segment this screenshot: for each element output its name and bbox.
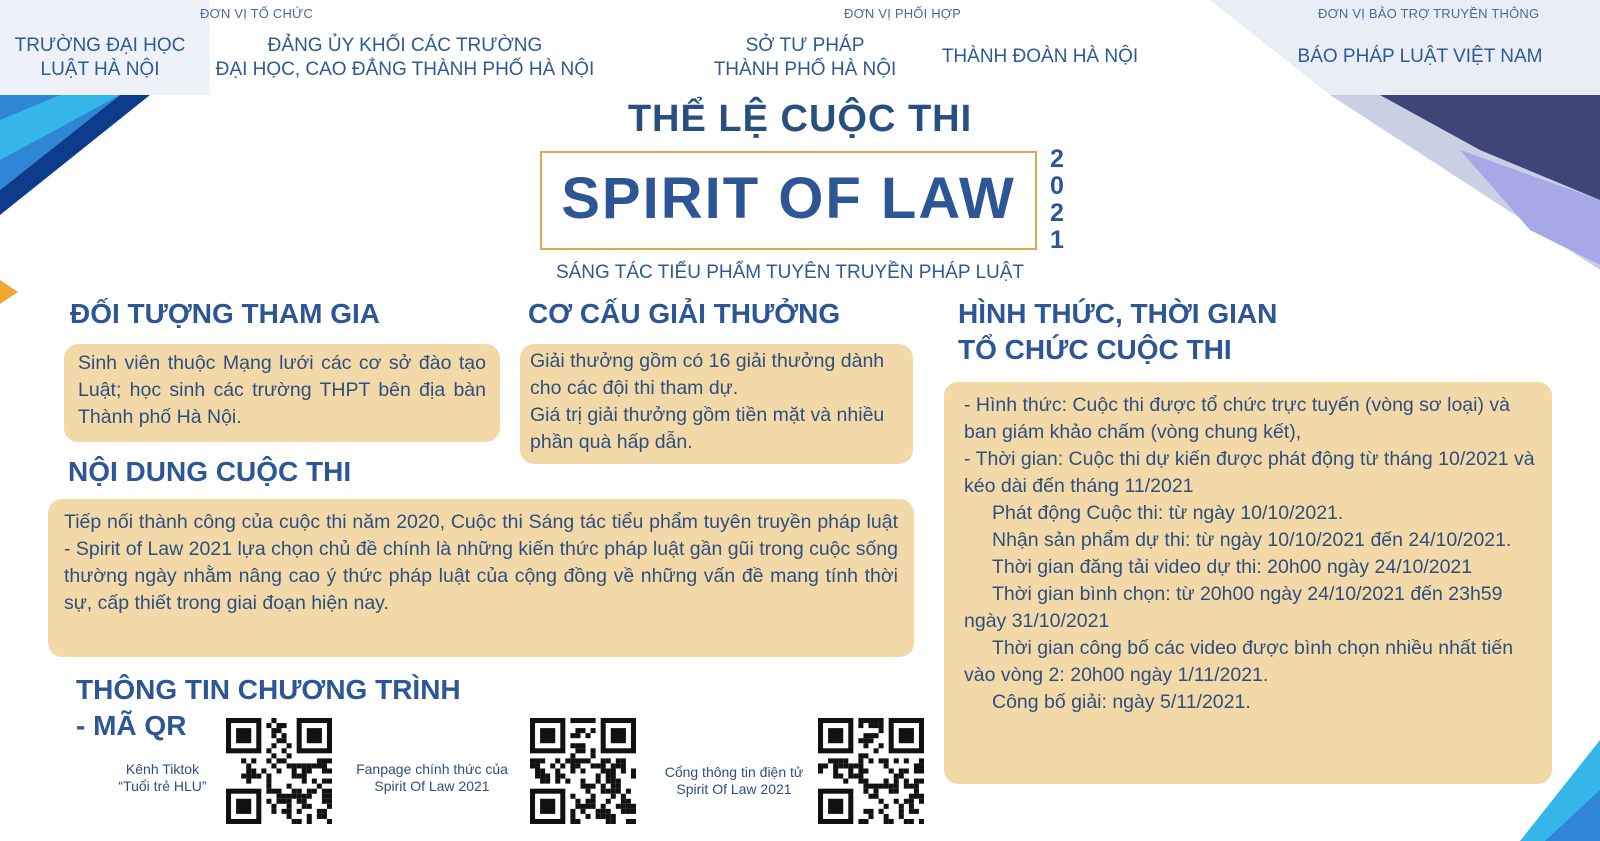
org-youth-union: THÀNH ĐOÀN HÀ NỘI	[941, 46, 1139, 67]
format-heading-line: HÌNH THỨC, THỜI GIAN	[958, 298, 1278, 329]
qr-caption-portal	[652, 764, 816, 798]
content-heading: NỘI DUNG CUỘC THI	[68, 456, 352, 487]
prizes-heading: CƠ CẤU GIẢI THƯỞNG	[528, 298, 841, 329]
qr-code-fanpage[interactable]	[530, 718, 636, 824]
schedule-text: Thời gian bình chọn: từ 20h00 ngày 24/10/2021 đến 23h59 ngày 31/10/2021	[964, 583, 1503, 632]
content-box	[48, 499, 914, 657]
contest-rules-title: THỂ LỆ CUỘC THI	[627, 98, 973, 140]
schedule-text: Thời gian đăng tải video dự thi: 20h00 ngày 24/10/2021	[992, 556, 1473, 578]
schedule-text: Nhận sản phẩm dự thi: từ ngày 10/10/2021 đến 24/10/2021.	[992, 529, 1512, 551]
schedule-item	[964, 635, 1538, 689]
year-vertical	[1046, 146, 1068, 254]
subtitle: SÁNG TÁC TIỂU PHẨM TUYÊN TRUYỀN PHÁP LUẬT	[555, 262, 1025, 283]
media-sponsor-label: ĐƠN VỊ BẢO TRỢ TRUYỀN THÔNG	[1318, 6, 1540, 21]
schedule-item	[964, 581, 1538, 635]
qr-caption-line: Fanpage chính thức của	[356, 761, 508, 777]
qr-caption-line: “Tuổi trẻ HLU”	[118, 778, 207, 794]
org-party-committee	[210, 34, 600, 82]
main-title: SPIRIT OF LAW	[561, 166, 1016, 231]
org-line: SỞ TƯ PHÁP	[745, 35, 865, 56]
qr-code-portal[interactable]	[818, 718, 924, 824]
schedule-text: Phát động Cuộc thi: từ ngày 10/10/2021.	[992, 502, 1344, 524]
prizes-line: Giải thưởng gồm có 16 giải thưởng dành cho các đội thi tham dự.	[530, 350, 885, 399]
qr-caption-fanpage	[344, 761, 520, 795]
year-digit: 2	[1050, 145, 1064, 173]
content-text: Tiếp nối thành công của cuộc thi năm 2020, Cuộc thi Sáng tác tiểu phẩm tuyên truyền pháp luật - Spirit of Law 2021 lựa chọn chủ đề chính là những kiến thức pháp luật gần gũi trong cuộc sống thường ngày nhằm nâng cao ý thức pháp luật của cộng đồng về những vấn đề mang tính thời sự, cấp thiết trong giai đoạn hiện nay.	[64, 511, 898, 614]
qr-caption-line: Kênh Tiktok	[125, 761, 200, 777]
org-hanoi-law-university	[10, 34, 190, 82]
org-line: ĐẠI HỌC, CAO ĐẲNG THÀNH PHỐ HÀ NỘI	[215, 59, 595, 80]
format-heading-line: TỔ CHỨC CUỘC THI	[958, 334, 1232, 365]
schedule-text: Công bố giải: ngày 5/11/2021.	[992, 691, 1251, 713]
organizer-label: ĐƠN VỊ TỔ CHỨC	[200, 6, 313, 21]
qr-caption-line: Spirit Of Law 2021	[676, 781, 792, 797]
participants-text: Sinh viên thuộc Mạng lưới các cơ sở đào tạo Luật; học sinh các trường THPT bên địa bàn Thành phố Hà Nội.	[78, 352, 486, 428]
year-digit: 0	[1050, 172, 1064, 200]
program-info-heading-line: THÔNG TIN CHƯƠNG TRÌNH	[76, 674, 461, 705]
format-box	[944, 382, 1552, 784]
prizes-line: Giá trị giải thưởng gồm tiền mặt và nhiều phần quà hấp dẫn.	[530, 404, 885, 453]
org-line: ĐẢNG ỦY KHỐI CÁC TRƯỜNG	[267, 35, 543, 56]
qr-caption-tiktok	[100, 761, 225, 795]
coordinator-label: ĐƠN VỊ PHỐI HỢP	[844, 6, 962, 21]
prizes-box	[520, 344, 913, 464]
qr-caption-line: Spirit Of Law 2021	[374, 778, 490, 794]
org-line: LUẬT HÀ NỘI	[40, 59, 160, 80]
format-heading	[958, 296, 1277, 368]
schedule-item	[964, 689, 1538, 716]
left-arrow	[0, 280, 18, 304]
org-justice-department	[700, 34, 910, 82]
program-info-heading-line: - MÃ QR	[76, 710, 187, 741]
qr-caption-line: Cổng thông tin điện tử	[664, 764, 804, 780]
participants-box	[64, 344, 500, 442]
year-digit: 1	[1050, 226, 1064, 254]
qr-code-tiktok[interactable]	[226, 718, 332, 824]
schedule-text: Thời gian công bố các video được bình chọn nhiều nhất tiến vào vòng 2: 20h00 ngày 1/11/2021.	[964, 637, 1514, 686]
org-line: TRƯỜNG ĐẠI HỌC	[14, 35, 186, 56]
org-law-newspaper: BÁO PHÁP LUẬT VIỆT NAM	[1297, 46, 1543, 67]
schedule-item	[964, 554, 1538, 581]
format-time: - Thời gian: Cuộc thi dự kiến được phát động từ tháng 10/2021 và kéo dài đến tháng 11/2021	[964, 448, 1535, 497]
year-digit: 2	[1050, 199, 1064, 227]
org-line: THÀNH PHỐ HÀ NỘI	[713, 59, 897, 80]
schedule-item	[964, 500, 1538, 527]
participants-heading: ĐỐI TƯỢNG THAM GIA	[70, 298, 380, 329]
schedule-item	[964, 527, 1538, 554]
format-form: - Hình thức: Cuộc thi được tổ chức trực tuyến (vòng sơ loại) và ban giám khảo chấm (vòng chung kết),	[964, 394, 1510, 443]
